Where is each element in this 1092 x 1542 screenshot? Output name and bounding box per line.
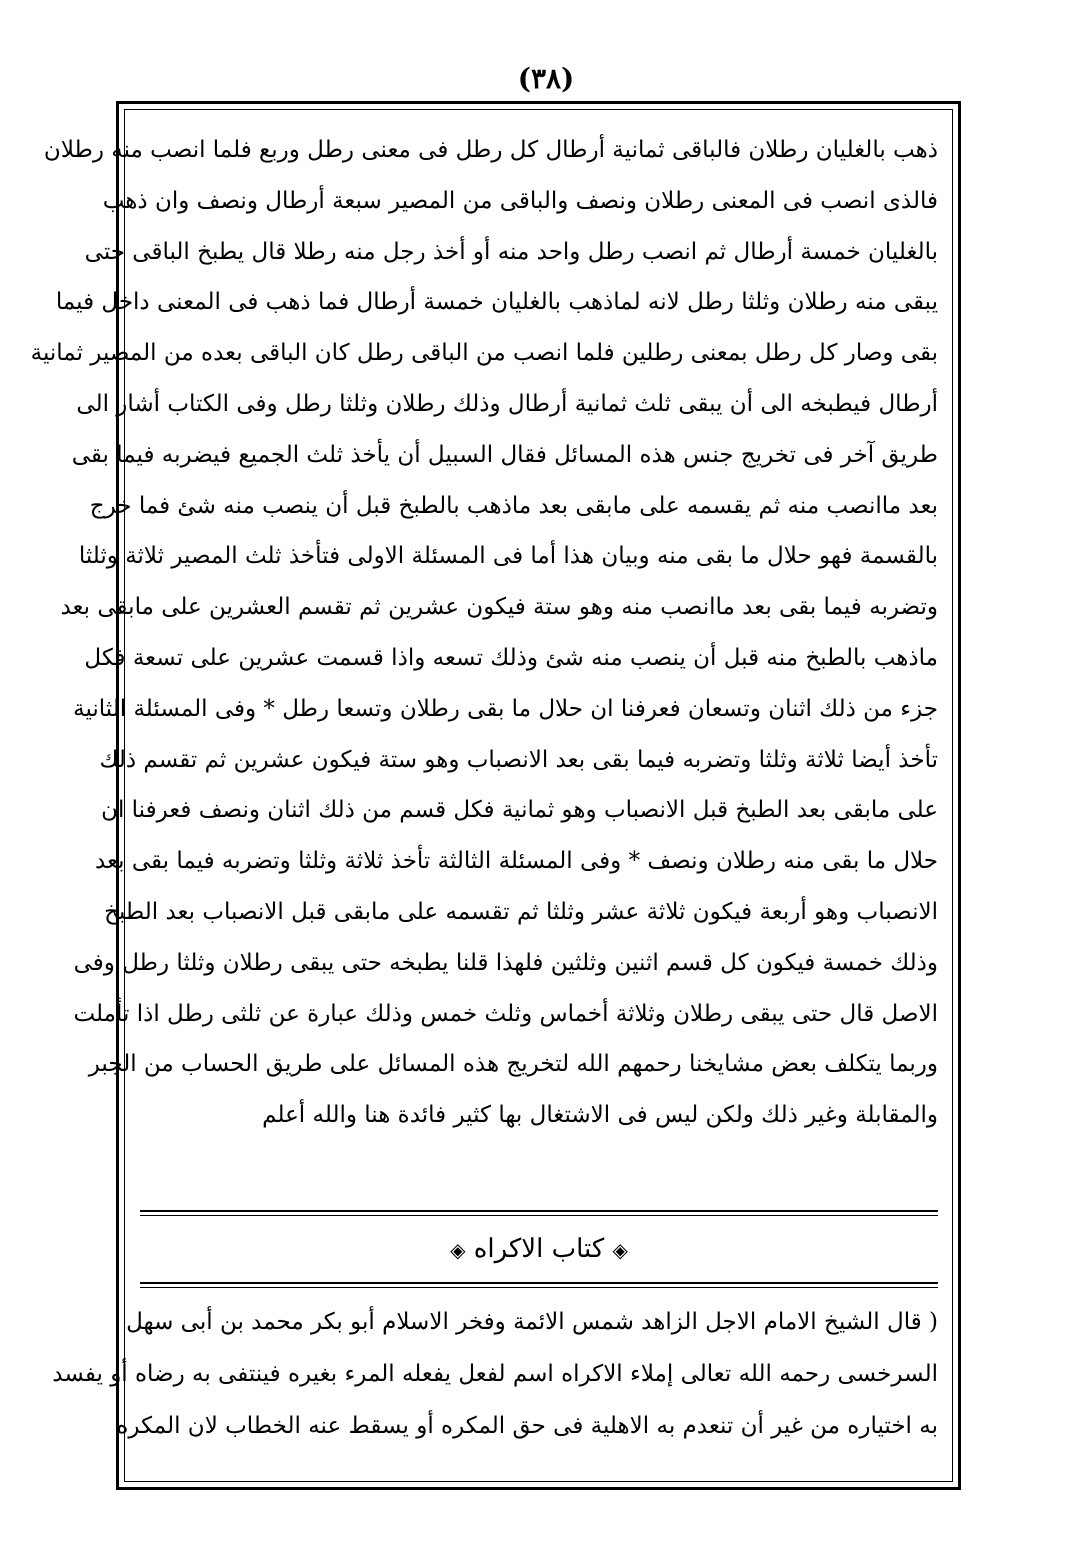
text-line: والمقابلة وغير ذلك ولكن ليس فى الاشتغال بها كثير فائدة هنا والله أعلم [262,1102,938,1129]
text-line: حلال ما بقى منه رطلان ونصف * وفى المسئلة الثالثة تأخذ ثلاثة وثلثا وتضربه فيما بقى بعد [94,848,938,875]
text-line: به اختياره من غير أن تنعدم به الاهلية فى حق المكره أو يسقط عنه الخطاب لان المكره [116,1413,938,1439]
section-divider-bottom [140,1282,938,1284]
text-line: أرطال فيطبخه الى أن يبقى ثلث ثمانية أرطال وذلك رطلان وثلثا رطل وفى الكتاب أشار الى [76,390,938,417]
text-line: الاصل قال حتى يبقى رطلان وثلاثة أخماس وثلث خمس وذلك عبارة عن ثلثى رطل اذا تأملت [73,1000,938,1027]
text-line: السرخسى رحمه الله تعالى إملاء الاكراه اسم لفعل يفعله المرء بغيره فينتفى به رضاه أو يفسد [52,1361,938,1387]
text-line: طريق آخر فى تخريج جنس هذه المسائل فقال السبيل أن يأخذ ثلث الجميع فيضربه فيما بقى [71,441,938,468]
text-line: بالقسمة فهو حلال ما بقى منه وبيان هذا أما فى المسئلة الاولى فتأخذ ثلث المصير ثلاثة وثلثا [78,543,938,570]
chapter-title: كتاب الاكراه [473,1234,605,1264]
chapter-intro [52,1296,938,1452]
text-line: وذلك خمسة فيكون كل قسم اثنين وثلثين فلهذا قلنا يطبخه حتى يبقى رطلان وثلثا رطل وفى [73,949,938,976]
text-line: ( قال الشيخ الامام الاجل الزاهد شمس الائمة وفخر الاسلام أبو بكر محمد بن أبى سهل [126,1309,938,1335]
text-line: ماذهب بالطبخ منه قبل أن ينصب منه شئ وذلك تسعه واذا قسمت عشرين على تسعة فكل [84,644,938,671]
text-line: تأخذ أيضا ثلاثة وثلثا وتضربه فيما بقى بعد الانصباب وهو ستة فيكون عشرين ثم تقسم ذلك [99,746,938,773]
text-line: جزء من ذلك اثنان وتسعان فعرفنا ان حلال ما بقى رطلان وتسعا رطل * وفى المسئلة الثانية [73,695,938,722]
section-divider-top [140,1210,938,1212]
text-line: على مابقى بعد الطبخ قبل الانصباب وهو ثمانية فكل قسم من ذلك اثنان ونصف فعرفنا ان [101,797,938,824]
main-paragraph [30,125,938,1141]
chapter-heading [140,1224,938,1274]
text-line: الانصباب وهو أربعة فيكون ثلاثة عشر وثلثا ثم تقسمه على مابقى قبل الانصباب بعد الطبخ [104,898,938,925]
ornament-icon: ◈ [450,1238,466,1262]
text-line: بقى وصار كل رطل بمعنى رطلين فلما انصب من الباقى رطل كان الباقى بعده من المصير ثمانية [30,340,938,367]
text-line: بالغليان خمسة أرطال ثم انصب رطل واحد منه أو أخذ رجل منه رطلا قال يطبخ الباقى حتى [84,238,938,265]
ornament-icon: ◈ [612,1238,628,1262]
text-line: وتضربه فيما بقى بعد ماانصب منه وهو ستة فيكون عشرين ثم تقسم العشرين على مابقى بعد [60,594,938,621]
text-line: ذهب بالغليان رطلان فالباقى ثمانية أرطال كل رطل فى معنى رطل وربع فلما انصب منه رطلان [43,137,938,163]
text-line: بعد ماانصب منه ثم يقسمه على مابقى بعد ماذهب بالطبخ قبل أن ينصب منه شئ فما خرج [89,492,938,519]
text-line: فالذى انصب فى المعنى رطلان ونصف والباقى من المصير سبعة أرطال ونصف وان ذهب [102,187,938,214]
text-line: يبقى منه رطلان وثلثا رطل لانه لماذهب بالغليان خمسة أرطال فما ذهب فى المعنى داخل فيما [55,289,938,316]
page-number: (٣٨) [517,62,575,95]
text-line: وربما يتكلف بعض مشايخنا رحمهم الله لتخريج هذه المسائل على طريق الحساب من الجبر [88,1051,938,1078]
